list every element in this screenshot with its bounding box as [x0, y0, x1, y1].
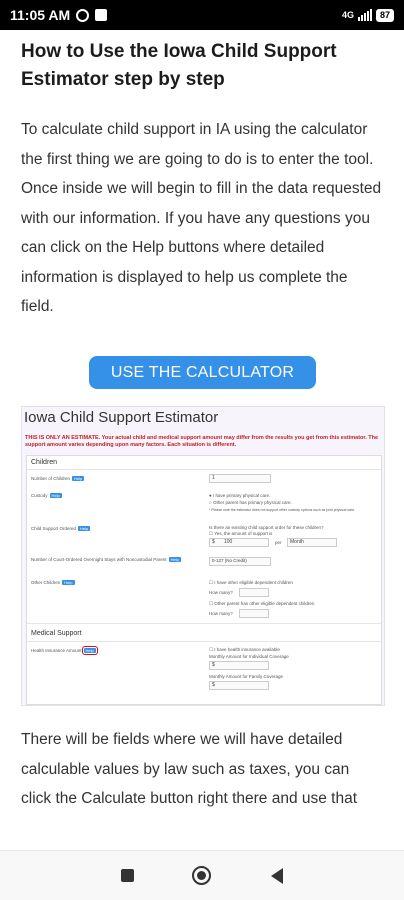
help-button: Help: [74, 476, 83, 482]
article-content[interactable]: [0, 30, 404, 850]
use-calculator-button[interactable]: USE THE CALCULATOR: [89, 356, 316, 389]
estimator-screenshot: [21, 406, 385, 706]
monthly-individual-label: Monthly Amount for Individual Coverage: [209, 654, 289, 659]
option-label: Yes, the amount of support is: [214, 531, 273, 536]
divider: [27, 641, 381, 642]
alarm-icon: [76, 9, 89, 22]
support-amount-input: [209, 538, 269, 547]
field-label: Number of Court-Ordered Overnight Stays with Noncustodial Parent: [31, 557, 167, 562]
medical-section-title: Medical Support: [31, 630, 82, 637]
field-child-support-ordered: [31, 526, 90, 531]
estimator-warning: THIS IS ONLY AN ESTIMATE. Your actual child and medical support amount may differ from the results you get from this estimator. The support amount varies depending upon many factors. Each situation is different.: [25, 435, 379, 448]
monthly-family-input: [209, 681, 269, 690]
option-label: I have primary physical care.: [212, 493, 271, 498]
children-count-value: 1: [212, 475, 215, 481]
app-notification-icon: [95, 9, 107, 21]
status-left: [10, 7, 107, 23]
signal-icon: [358, 9, 372, 21]
per-label: per: [275, 540, 282, 545]
option-label: I have health insurance available: [214, 647, 280, 652]
field-number-of-children: [31, 476, 84, 481]
field-label: Other Children: [31, 580, 61, 585]
support-amount-value: 100: [224, 539, 233, 545]
status-right: [342, 9, 394, 22]
currency-symbol: $: [212, 682, 215, 688]
status-bar: [0, 0, 404, 30]
recent-apps-button[interactable]: [112, 861, 142, 891]
overnight-select: [209, 557, 271, 566]
navigation-bar: [0, 850, 404, 900]
help-button: Help: [80, 526, 89, 532]
period-select-value: Month: [290, 539, 304, 545]
period-select: [287, 538, 337, 547]
other-children-option-2: ☐ Other parent has other eligible dependent children: [209, 601, 315, 606]
field-custody: [31, 493, 62, 498]
clock: 11:05 AM: [10, 7, 71, 23]
back-icon: [271, 868, 283, 884]
help-button: Help: [170, 557, 179, 563]
home-icon: [192, 866, 211, 885]
custody-option-1: ● I have primary physical care.: [209, 493, 271, 498]
help-button: Help: [51, 493, 60, 499]
option-label: Other parent has primary physical care.: [212, 500, 292, 505]
home-button[interactable]: [187, 861, 217, 891]
divider: [27, 623, 381, 624]
field-label: Child Support Ordered: [31, 526, 77, 531]
article-title: How to Use the Iowa Child Support Estimator step by step: [21, 41, 337, 90]
battery-icon: 87: [376, 9, 394, 22]
recent-apps-icon: [121, 869, 134, 882]
children-count-input: [209, 474, 271, 483]
insurance-available-option: ☐ I have health insurance available: [209, 647, 280, 652]
support-question: Is there an existing child support order for these children?: [209, 525, 324, 530]
intro-paragraph: To calculate child support in IA using the calculator the first thing we are going to do is to enter the tool. Once inside we will begin to fill in the data requested with our information. If you have any questions you can click on the Help buttons where detailed information is displayed to help us complete the field.: [21, 121, 382, 315]
how-many-input-1: [239, 588, 269, 597]
other-children-option-1: ☐ I have other eligible dependent children: [209, 580, 293, 585]
field-overnight-stays: [31, 557, 201, 562]
how-many-label-1: How many?: [209, 590, 233, 595]
divider: [27, 469, 381, 470]
help-button: Help: [64, 580, 73, 586]
estimator-title: Iowa Child Support Estimator: [24, 409, 219, 426]
field-label: Custody: [31, 493, 48, 498]
support-amount-currency: $: [212, 539, 215, 545]
custody-option-2: ○ Other parent has primary physical care.: [209, 500, 292, 505]
option-label: Other parent has other eligible dependent children: [214, 601, 315, 606]
overnight-select-value: 0-127 (No Credit): [212, 558, 247, 563]
estimator-form: [26, 455, 382, 705]
back-button[interactable]: [262, 861, 292, 891]
children-section-title: Children: [31, 459, 58, 466]
custody-note: * Please note the estimator does not support other custody options such as joint physical care.: [209, 508, 356, 512]
how-many-input-2: [239, 609, 269, 618]
support-yes-option: ☐ Yes, the amount of support is: [209, 531, 273, 536]
field-health-insurance: [31, 648, 96, 653]
option-label: I have other eligible dependent children: [214, 580, 293, 585]
currency-symbol: $: [212, 662, 215, 668]
field-other-children: [31, 580, 75, 585]
help-button-highlighted: Help: [85, 648, 94, 654]
field-label: Health Insurance Amount: [31, 648, 82, 653]
how-many-label-2: How many?: [209, 611, 233, 616]
monthly-family-label: Monthly Amount for Family Coverage: [209, 674, 284, 679]
network-type: 4G: [341, 10, 354, 20]
field-label: Number of Children: [31, 476, 71, 481]
followup-paragraph: There will be fields where we will have detailed calculable values by law such as taxes, you can click the Calculate button right there and use that: [21, 731, 358, 807]
monthly-individual-input: [209, 661, 269, 670]
